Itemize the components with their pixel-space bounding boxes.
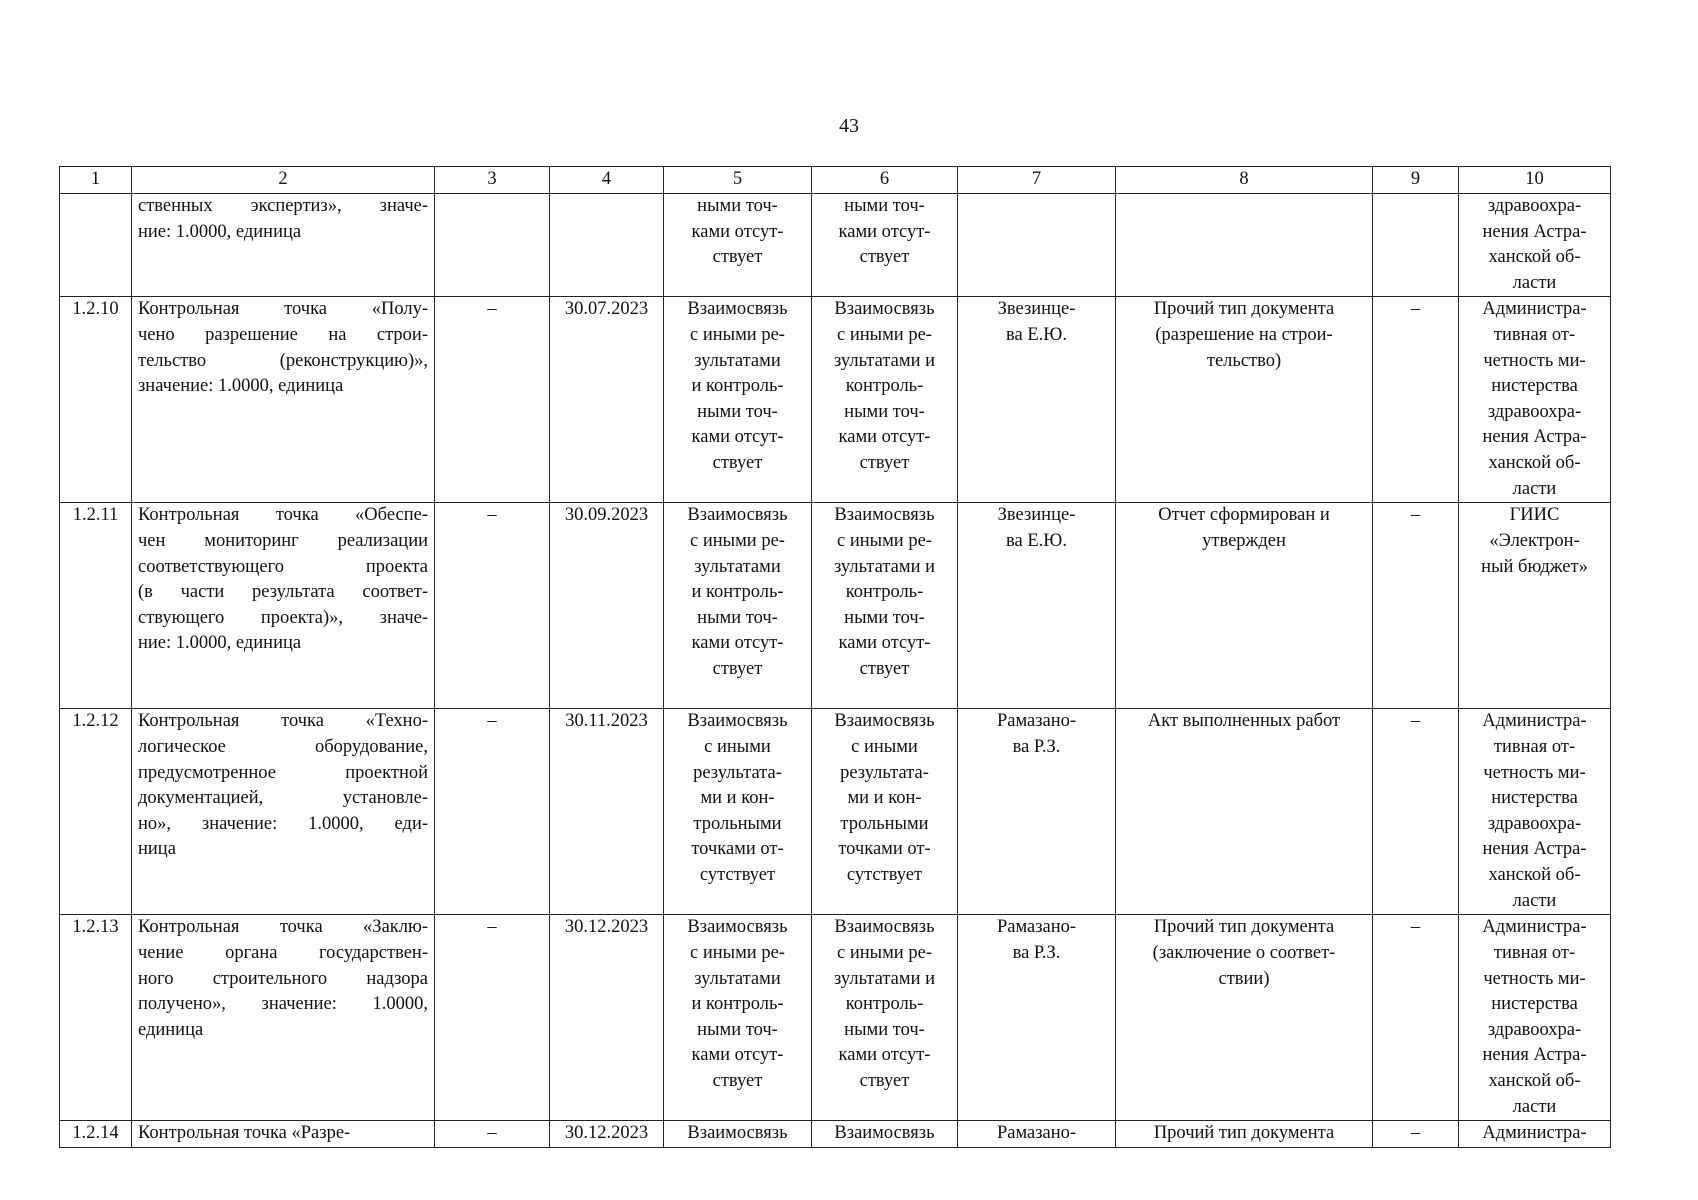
relation-col-5-line: ствует: [712, 658, 763, 679]
table-row: [60, 503, 1611, 709]
control-point-name-line: ственных экспертиз», значе-: [138, 196, 428, 216]
control-point-name-line: Контрольная точка «Заклю-: [138, 917, 428, 938]
relation-col-5-line: и контроль-: [691, 376, 784, 397]
relation-col-6-line: ствует: [859, 1070, 910, 1091]
relation-col-5-line: Взаимосвязь: [687, 505, 788, 526]
col-9-value: –: [1373, 297, 1459, 503]
relation-col-6-line: контроль-: [845, 582, 924, 603]
relation-col-5-line: и контроль-: [691, 994, 784, 1015]
relation-col-5-line: ными точ-: [697, 607, 778, 628]
information-source-line: Администра-: [1482, 299, 1587, 320]
relation-col-6-line: ствует: [859, 452, 910, 473]
relation-col-6-line: ствует: [859, 658, 910, 679]
header-col-5: 5: [664, 167, 812, 194]
relation-col-5-line: ками отсут-: [691, 221, 784, 242]
information-source-line: здравоохра-: [1487, 813, 1582, 834]
relation-col-5: [664, 503, 812, 709]
col-9-value: [1373, 194, 1459, 297]
relation-col-5-line: точками от-: [691, 839, 784, 860]
relation-col-5: [664, 1121, 812, 1148]
responsible-person-line: Рамазано-: [996, 1123, 1077, 1144]
relation-col-5-line: с иными ре-: [690, 942, 785, 963]
header-col-9: 9: [1373, 167, 1459, 194]
control-point-name-line: ница: [138, 839, 176, 860]
information-source-line: ласти: [1512, 1096, 1557, 1117]
relation-col-6: [812, 503, 958, 709]
document-type-line: Прочий тип документа: [1153, 1123, 1335, 1144]
document-type-line: Прочий тип документа: [1153, 917, 1335, 938]
col-3-value: –: [435, 297, 550, 503]
relation-col-6-line: результата-: [840, 762, 929, 783]
relation-col-6-line: ными точ-: [844, 1019, 925, 1040]
information-source-line: ханской об-: [1488, 1070, 1581, 1091]
header-col-8: 8: [1116, 167, 1373, 194]
table-body: [60, 194, 1611, 1148]
relation-col-6: [812, 194, 958, 297]
responsible-person-line: Рамазано-: [996, 711, 1077, 732]
row-number: 1.2.12: [60, 709, 132, 915]
relation-col-5-line: ствует: [712, 247, 763, 268]
table-row: [60, 709, 1611, 915]
document-type-line: ствии): [1218, 968, 1270, 989]
due-date: 30.11.2023: [550, 709, 664, 915]
document-type: [1116, 709, 1373, 915]
document-type-line: Акт выполненных работ: [1147, 711, 1341, 732]
relation-col-6: [812, 709, 958, 915]
relation-col-5-line: ми и кон-: [700, 788, 775, 809]
relation-col-6-line: Взаимосвязь: [834, 299, 935, 320]
control-point-name: [132, 1121, 435, 1148]
row-number: [60, 194, 132, 297]
document-type-line: утвержден: [1202, 530, 1286, 551]
col-9-value: –: [1373, 1121, 1459, 1148]
relation-col-6-line: ками отсут-: [838, 221, 931, 242]
relation-col-5-line: ками отсут-: [691, 633, 784, 654]
relation-col-6-line: точками от-: [838, 839, 931, 860]
relation-col-5-line: ствует: [712, 1070, 763, 1091]
relation-col-6-line: ками отсут-: [838, 1045, 931, 1066]
information-source-line: нения Астра-: [1482, 839, 1587, 860]
control-point-name-line: чено разрешение на строи-: [138, 324, 428, 345]
relation-col-5-line: трольными: [693, 813, 782, 834]
information-source-line: ханской об-: [1488, 864, 1581, 885]
relation-col-6-line: зультатами и: [833, 350, 936, 371]
col-3-value: –: [435, 709, 550, 915]
document-type: [1116, 503, 1373, 709]
relation-col-6-line: с иными ре-: [837, 324, 932, 345]
relation-col-5: [664, 709, 812, 915]
relation-col-5-line: ками отсут-: [691, 1045, 784, 1066]
information-source-line: тивная от-: [1493, 324, 1576, 345]
row-number: 1.2.10: [60, 297, 132, 503]
relation-col-5-line: ными точ-: [697, 401, 778, 422]
information-source-line: нения Астра-: [1482, 221, 1587, 242]
due-date: 30.09.2023: [550, 503, 664, 709]
relation-col-6-line: ными точ-: [844, 401, 925, 422]
relation-col-5-line: Взаимосвязь: [687, 917, 788, 938]
information-source-line: здравоохра-: [1487, 196, 1582, 216]
control-point-name-line: предусмотренное проектной: [138, 762, 428, 783]
relation-col-6-line: Взаимосвязь: [834, 1123, 935, 1144]
header-col-1: 1: [60, 167, 132, 194]
control-point-name-line: документацией, установле-: [138, 788, 428, 809]
information-source-line: нения Астра-: [1482, 1045, 1587, 1066]
relation-col-5-line: Взаимосвязь: [687, 1123, 788, 1144]
relation-col-6-line: с иными: [851, 736, 918, 757]
col-9-value: –: [1373, 709, 1459, 915]
control-point-name-line: но», значение: 1.0000, еди-: [138, 813, 428, 834]
relation-col-5-line: результата-: [693, 762, 782, 783]
relation-col-6: [812, 1121, 958, 1148]
information-source-line: ласти: [1512, 890, 1557, 911]
information-source-line: ханской об-: [1488, 452, 1581, 473]
relation-col-5-line: зультатами: [694, 556, 781, 577]
information-source: [1459, 297, 1611, 503]
control-points-table: [59, 166, 1611, 1148]
responsible-person: [958, 709, 1116, 915]
information-source-line: нистерства: [1491, 994, 1578, 1015]
control-point-name-line: Контрольная точка «Полу-: [138, 299, 428, 320]
relation-col-6-line: ми и кон-: [847, 788, 922, 809]
information-source-line: «Электрон-: [1489, 530, 1580, 551]
row-number: 1.2.13: [60, 915, 132, 1121]
relation-col-6-line: зультатами и: [833, 968, 936, 989]
responsible-person-line: Звезинце-: [997, 299, 1076, 320]
relation-col-6-line: зультатами и: [833, 556, 936, 577]
control-point-name-line: значение: 1.0000, единица: [138, 376, 344, 397]
information-source-line: нистерства: [1491, 788, 1578, 809]
due-date: 30.12.2023: [550, 1121, 664, 1148]
relation-col-5: [664, 297, 812, 503]
control-point-name-line: чен мониторинг реализации: [138, 530, 428, 551]
document-type: [1116, 915, 1373, 1121]
responsible-person-line: ва Е.Ю.: [1006, 324, 1067, 345]
relation-col-6-line: ными точ-: [844, 196, 925, 216]
relation-col-6-line: ствует: [859, 247, 910, 268]
information-source-line: ный бюджет»: [1481, 556, 1588, 577]
responsible-person: [958, 194, 1116, 297]
page-number: 43: [839, 115, 859, 137]
control-point-name-line: Контрольная точка «Техно-: [138, 711, 428, 732]
information-source-line: здравоохра-: [1487, 1019, 1582, 1040]
relation-col-5-line: зультатами: [694, 968, 781, 989]
responsible-person: [958, 297, 1116, 503]
col-3-value: –: [435, 503, 550, 709]
relation-col-6-line: с иными ре-: [837, 942, 932, 963]
relation-col-6-line: трольными: [840, 813, 929, 834]
information-source-line: Администра-: [1482, 1123, 1587, 1144]
header-col-7: 7: [958, 167, 1116, 194]
document-type-line: (разрешение на строи-: [1155, 324, 1333, 345]
document-type: [1116, 194, 1373, 297]
control-point-name-line: логическое оборудование,: [138, 736, 428, 757]
information-source-line: тивная от-: [1493, 942, 1576, 963]
control-point-name-line: единица: [138, 1019, 204, 1040]
information-source-line: Администра-: [1482, 917, 1587, 938]
relation-col-6-line: Взаимосвязь: [834, 505, 935, 526]
relation-col-6-line: Взаимосвязь: [834, 917, 935, 938]
responsible-person: [958, 915, 1116, 1121]
control-point-name: [132, 915, 435, 1121]
document-type-line: тельство): [1206, 350, 1282, 371]
relation-col-5-line: зультатами: [694, 350, 781, 371]
table-row: [60, 1121, 1611, 1148]
header-col-3: 3: [435, 167, 550, 194]
relation-col-6-line: с иными ре-: [837, 530, 932, 551]
responsible-person-line: ва Р.З.: [1012, 942, 1061, 963]
responsible-person-line: ва Р.З.: [1012, 736, 1061, 757]
control-point-name-line: (в части результата соответ-: [138, 582, 428, 603]
row-number: 1.2.11: [60, 503, 132, 709]
relation-col-6: [812, 915, 958, 1121]
row-number: 1.2.14: [60, 1121, 132, 1148]
relation-col-6-line: ками отсут-: [838, 427, 931, 448]
document-type-line: (заключение о соответ-: [1152, 942, 1336, 963]
information-source: [1459, 194, 1611, 297]
responsible-person-line: Звезинце-: [997, 505, 1076, 526]
control-point-name: [132, 297, 435, 503]
control-point-name-line: ние: 1.0000, единица: [138, 221, 302, 242]
control-point-name-line: Контрольная точка «Разре-: [138, 1123, 351, 1144]
relation-col-6-line: ками отсут-: [838, 633, 931, 654]
information-source-line: ГИИС: [1509, 505, 1560, 526]
relation-col-5-line: с иными: [704, 736, 771, 757]
col-3-value: –: [435, 915, 550, 1121]
document-type: [1116, 297, 1373, 503]
relation-col-5: [664, 194, 812, 297]
information-source-line: четность ми-: [1483, 350, 1586, 371]
header-col-10: 10: [1459, 167, 1611, 194]
control-point-name-line: получено», значение: 1.0000,: [138, 994, 428, 1015]
control-point-name: [132, 194, 435, 297]
information-source-line: Администра-: [1482, 711, 1587, 732]
relation-col-5-line: с иными ре-: [690, 324, 785, 345]
relation-col-6-line: сутствует: [846, 864, 923, 885]
control-point-name-line: тельство (реконструкцию)»,: [138, 350, 428, 371]
col-9-value: –: [1373, 503, 1459, 709]
information-source-line: нения Астра-: [1482, 427, 1587, 448]
information-source-line: ласти: [1512, 478, 1557, 499]
information-source-line: ласти: [1512, 272, 1557, 293]
control-point-name: [132, 709, 435, 915]
responsible-person-line: ва Е.Ю.: [1006, 530, 1067, 551]
relation-col-6-line: ными точ-: [844, 607, 925, 628]
document-type-line: Отчет сформирован и: [1158, 505, 1330, 526]
relation-col-5-line: сутствует: [699, 864, 776, 885]
control-point-name: [132, 503, 435, 709]
due-date: 30.07.2023: [550, 297, 664, 503]
col-3-value: –: [435, 1121, 550, 1148]
relation-col-5-line: ными точ-: [697, 196, 778, 216]
information-source: [1459, 915, 1611, 1121]
due-date: [550, 194, 664, 297]
col-9-value: –: [1373, 915, 1459, 1121]
control-point-name-line: ствующего проекта)», значе-: [138, 607, 428, 628]
information-source-line: нистерства: [1491, 376, 1578, 397]
control-point-name-line: Контрольная точка «Обеспе-: [138, 505, 428, 526]
table-row: [60, 194, 1611, 297]
relation-col-5: [664, 915, 812, 1121]
responsible-person: [958, 503, 1116, 709]
header-row: [60, 167, 1611, 194]
information-source-line: четность ми-: [1483, 968, 1586, 989]
due-date: 30.12.2023: [550, 915, 664, 1121]
relation-col-5-line: ными точ-: [697, 1019, 778, 1040]
document-type: [1116, 1121, 1373, 1148]
document-type-line: Прочий тип документа: [1153, 299, 1335, 320]
relation-col-5-line: Взаимосвязь: [687, 711, 788, 732]
control-point-name-line: ние: 1.0000, единица: [138, 633, 302, 654]
relation-col-5-line: Взаимосвязь: [687, 299, 788, 320]
information-source-line: здравоохра-: [1487, 401, 1582, 422]
header-col-4: 4: [550, 167, 664, 194]
header-col-6: 6: [812, 167, 958, 194]
col-3-value: [435, 194, 550, 297]
header-col-2: 2: [132, 167, 435, 194]
control-point-name-line: ного строительного надзора: [138, 968, 428, 989]
table-header: [60, 167, 1611, 194]
information-source-line: четность ми-: [1483, 762, 1586, 783]
relation-col-6: [812, 297, 958, 503]
table-row: [60, 915, 1611, 1121]
relation-col-5-line: ками отсут-: [691, 427, 784, 448]
information-source: [1459, 1121, 1611, 1148]
relation-col-5-line: с иными ре-: [690, 530, 785, 551]
relation-col-6-line: контроль-: [845, 376, 924, 397]
responsible-person: [958, 1121, 1116, 1148]
relation-col-6-line: контроль-: [845, 994, 924, 1015]
information-source-line: ханской об-: [1488, 247, 1581, 268]
table-row: [60, 297, 1611, 503]
relation-col-5-line: ствует: [712, 452, 763, 473]
information-source: [1459, 709, 1611, 915]
responsible-person-line: Рамазано-: [996, 917, 1077, 938]
control-point-name-line: соответствующего проекта: [138, 556, 428, 577]
relation-col-5-line: и контроль-: [691, 582, 784, 603]
relation-col-6-line: Взаимосвязь: [834, 711, 935, 732]
control-point-name-line: чение органа государствен-: [138, 942, 428, 963]
information-source: [1459, 503, 1611, 709]
information-source-line: тивная от-: [1493, 736, 1576, 757]
